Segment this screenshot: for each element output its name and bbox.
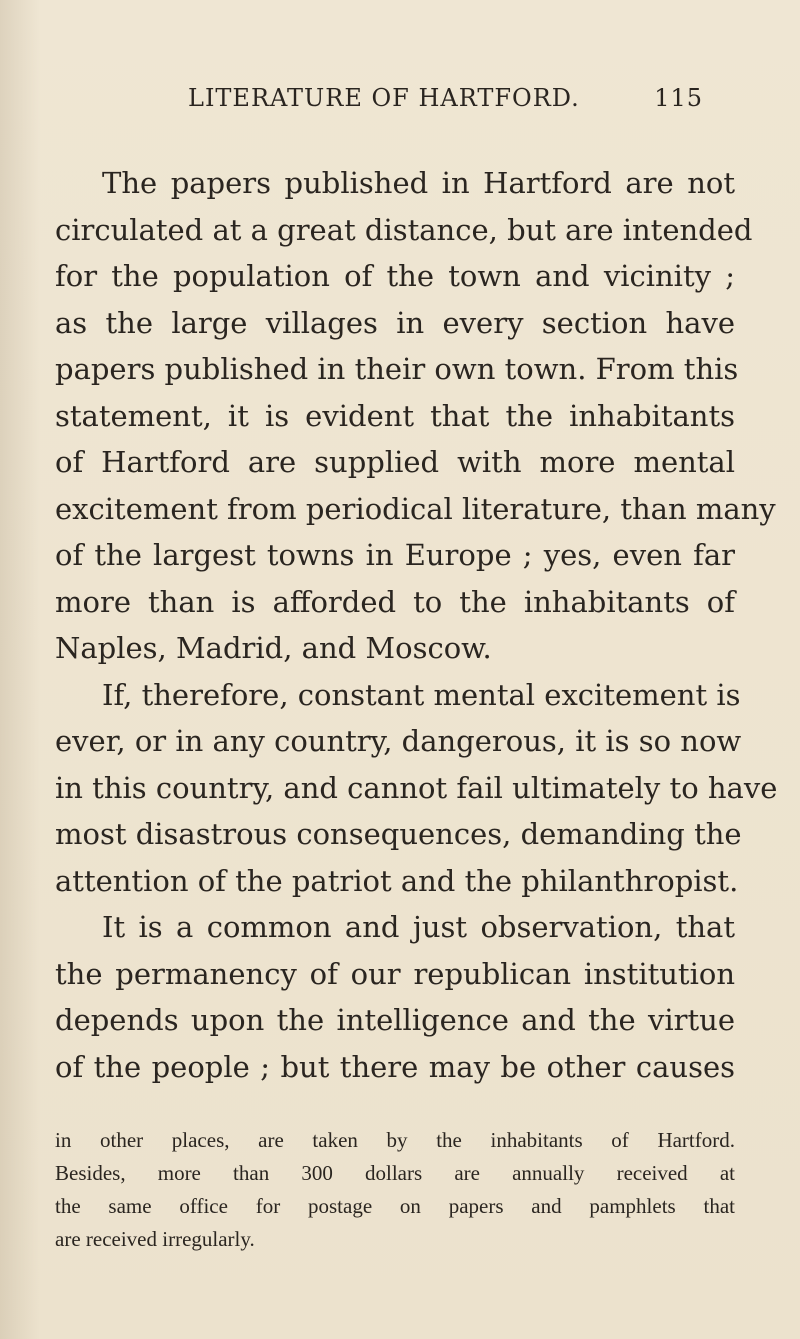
text-line: circulated at a great distance, but are intended xyxy=(55,213,753,247)
text-line: depends upon the intelligence and the virtue xyxy=(55,1003,735,1037)
text-line: of the people ; but there may be other causes xyxy=(55,1050,735,1084)
text-line: statement, it is evident that the inhabitants xyxy=(55,399,735,433)
running-head-title: LITERATURE OF HARTFORD. xyxy=(188,84,580,112)
footnote-line: are received irregularly. xyxy=(55,1227,255,1251)
footnote-line: in other places, are taken by the inhabitants of Hartford. xyxy=(55,1128,735,1152)
text-line: the permanency of our republican institution xyxy=(55,957,735,991)
text-line: papers published in their own town. From this xyxy=(55,352,739,386)
footnote-line: the same office for postage on papers and pamphlets that xyxy=(55,1194,735,1218)
page-number: 115 xyxy=(654,84,703,112)
text-line: The papers published in Hartford are not xyxy=(102,166,735,200)
text-line: It is a common and just observation, that xyxy=(102,910,735,944)
footnote-line: Besides, more than 300 dollars are annually received at xyxy=(55,1161,735,1185)
text-line: for the population of the town and vicinity ; xyxy=(55,259,735,293)
running-head xyxy=(188,84,703,124)
text-line: attention of the patriot and the philanthropist. xyxy=(55,864,739,898)
text-line: ever, or in any country, dangerous, it is so now xyxy=(55,724,742,758)
text-line: of Hartford are supplied with more mental xyxy=(55,445,735,479)
text-line: in this country, and cannot fail ultimately to have xyxy=(55,771,778,805)
text-line: excitement from periodical literature, than many xyxy=(55,492,776,526)
text-line: as the large villages in every section have xyxy=(55,306,735,340)
text-line: of the largest towns in Europe ; yes, even far xyxy=(55,538,735,572)
text-line: most disastrous consequences, demanding the xyxy=(55,817,742,851)
text-line: If, therefore, constant mental excitement is xyxy=(102,678,741,712)
text-line: Naples, Madrid, and Moscow. xyxy=(55,631,492,665)
text-line: more than is afforded to the inhabitants of xyxy=(55,585,735,619)
